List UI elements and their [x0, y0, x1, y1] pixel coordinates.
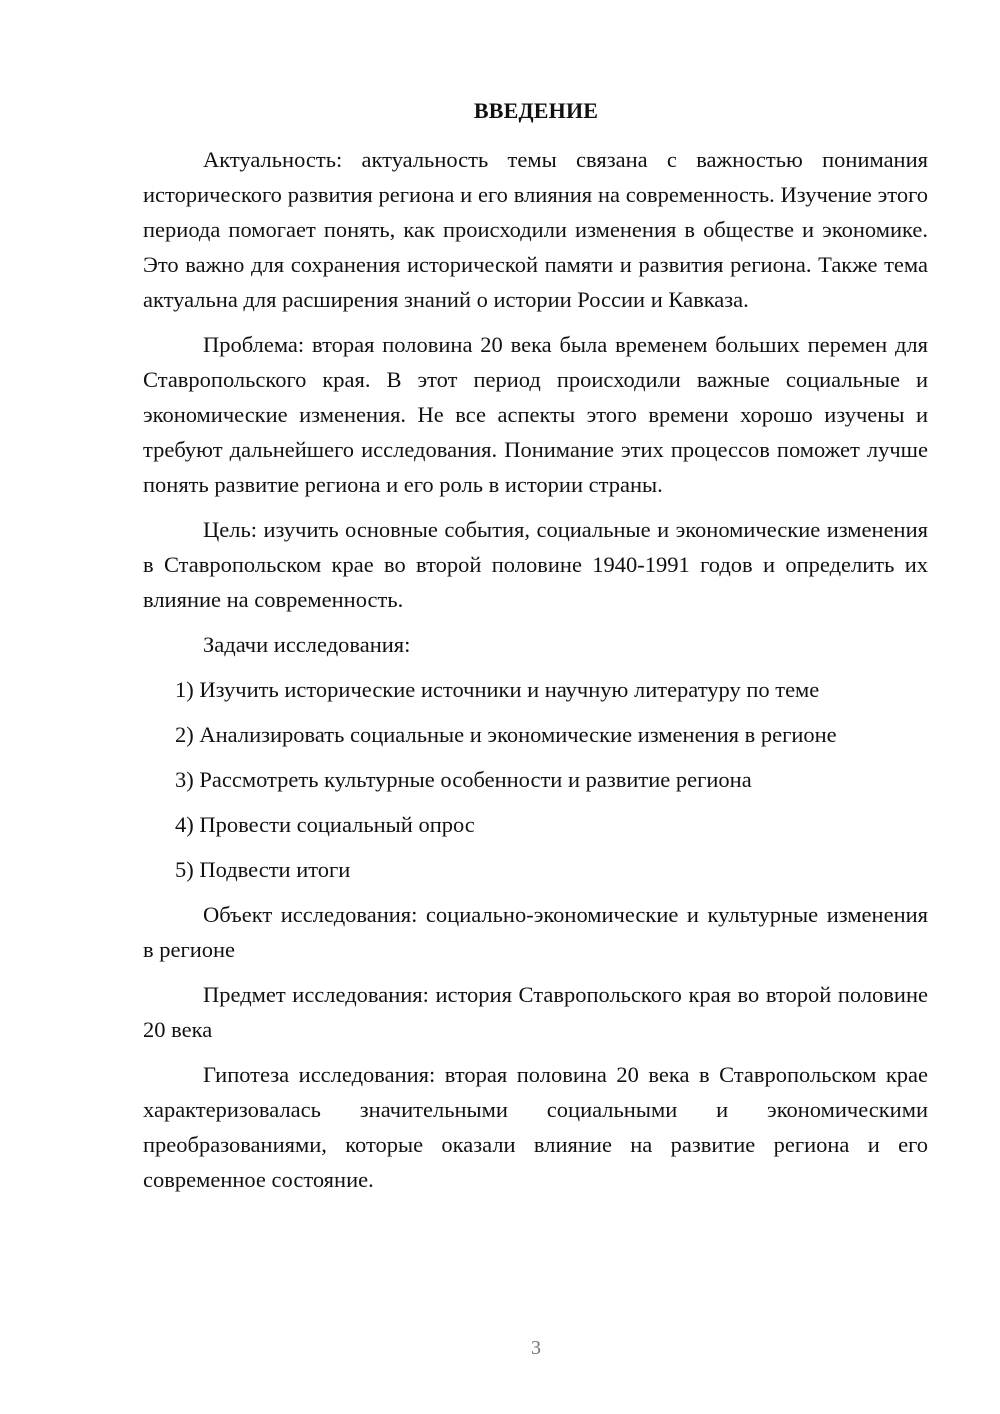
goal-paragraph: Цель: изучить основные события, социальные и экономические изменения в Ставропольском крае во второй половине 1940-1991 годов и определить их влияние на современность. [143, 517, 928, 612]
page-number: 3 [531, 1337, 541, 1359]
hypothesis-paragraph: Гипотеза исследования: вторая половина 20 века в Ставропольском крае характеризовалась значительными социальными и экономическими преобразованиями, которые оказали влияние на развитие региона и его современное состояние. [143, 1062, 928, 1192]
task-item-5: 5) Подвести итоги [175, 857, 351, 882]
task-item-3: 3) Рассмотреть культурные особенности и развитие региона [175, 767, 752, 792]
task-item-2: 2) Анализировать социальные и экономические изменения в регионе [175, 722, 837, 747]
object-paragraph: Объект исследования: социально-экономические и культурные изменения в регионе [143, 902, 928, 962]
relevance-paragraph: Актуальность: актуальность темы связана с важностью понимания исторического развития региона и его влияния на современность. Изучение этого периода помогает понять, как происходили изменения в обществе и экономике. Это важно для сохранения исторической памяти и развития региона. Также тема актуальна для расширения знаний о истории России и Кавказа. [143, 147, 928, 312]
problem-paragraph: Проблема: вторая половина 20 века была временем больших перемен для Ставропольского края. В этот период происходили важные социальные и экономические изменения. Не все аспекты этого времени хорошо изучены и требуют дальнейшего исследования. Понимание этих процессов поможет лучше понять развитие региона и его роль в истории страны. [143, 332, 928, 497]
section-heading: ВВЕДЕНИЕ [473, 98, 599, 123]
tasks-intro: Задачи исследования: [203, 632, 411, 657]
subject-paragraph: Предмет исследования: история Ставропольского края во второй половине 20 века [143, 982, 928, 1042]
task-item-4: 4) Провести социальный опрос [175, 812, 475, 837]
introduction-body [143, 142, 928, 1207]
task-item-1: 1) Изучить исторические источники и научную литературу по теме [175, 677, 820, 702]
